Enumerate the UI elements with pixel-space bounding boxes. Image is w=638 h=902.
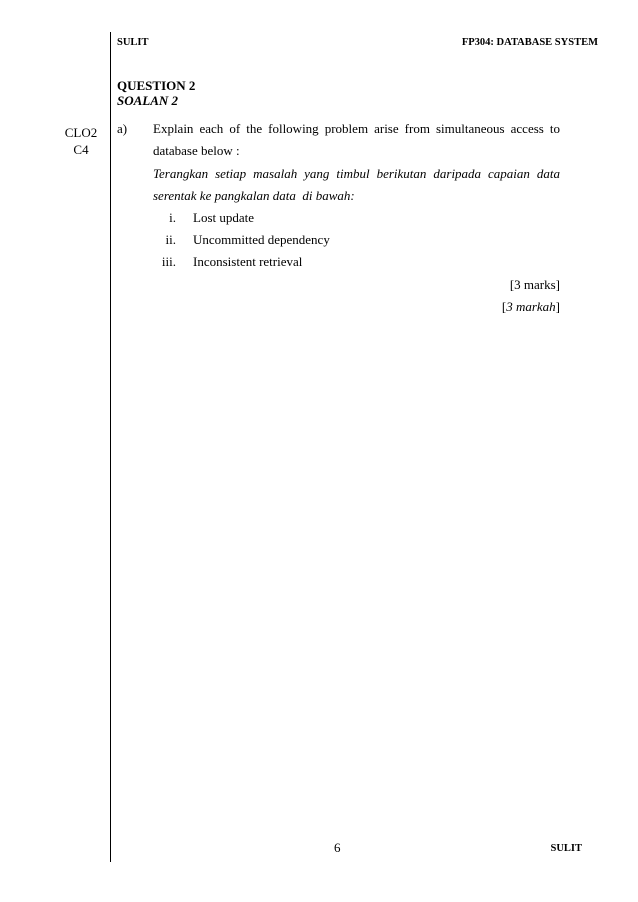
list-item: Lost update (193, 210, 255, 225)
marks-malay (502, 299, 560, 315)
clo-code: CLO2 (64, 125, 98, 140)
header-left: SULIT (117, 37, 149, 48)
item-numeral: iii. (161, 254, 176, 269)
footer-right: SULIT (550, 843, 582, 854)
question-text-malay-line-1: Terangkan setiap masalah yang timbul berikutan daripada capaian data (153, 166, 560, 181)
page-number: 6 (334, 840, 341, 855)
question-text-line-2: database below : (153, 143, 240, 158)
header-right: FP304: DATABASE SYSTEM (461, 37, 598, 48)
item-numeral: ii. (165, 232, 176, 247)
list-item: Uncommitted dependency (193, 232, 330, 247)
marks-english: [3 marks] (509, 277, 560, 292)
marks-malay-text: 3 markah (506, 299, 556, 314)
marks-malay-close-bracket: ] (555, 299, 560, 314)
question-title-malay: SOALAN 2 (117, 93, 179, 108)
list-item: Inconsistent retrieval (193, 254, 303, 269)
margin-rule (110, 32, 111, 862)
item-numeral: i. (169, 210, 176, 225)
question-text-malay-line-2: serentak ke pangkalan data di bawah: (153, 188, 355, 203)
part-label: a) (117, 121, 128, 136)
marks-malay-open-bracket: [ (501, 299, 507, 314)
clo-level: C4 (73, 142, 89, 157)
question-title: QUESTION 2 (117, 78, 196, 93)
question-text-line-1: Explain each of the following problem arise from simultaneous access to (153, 121, 560, 136)
